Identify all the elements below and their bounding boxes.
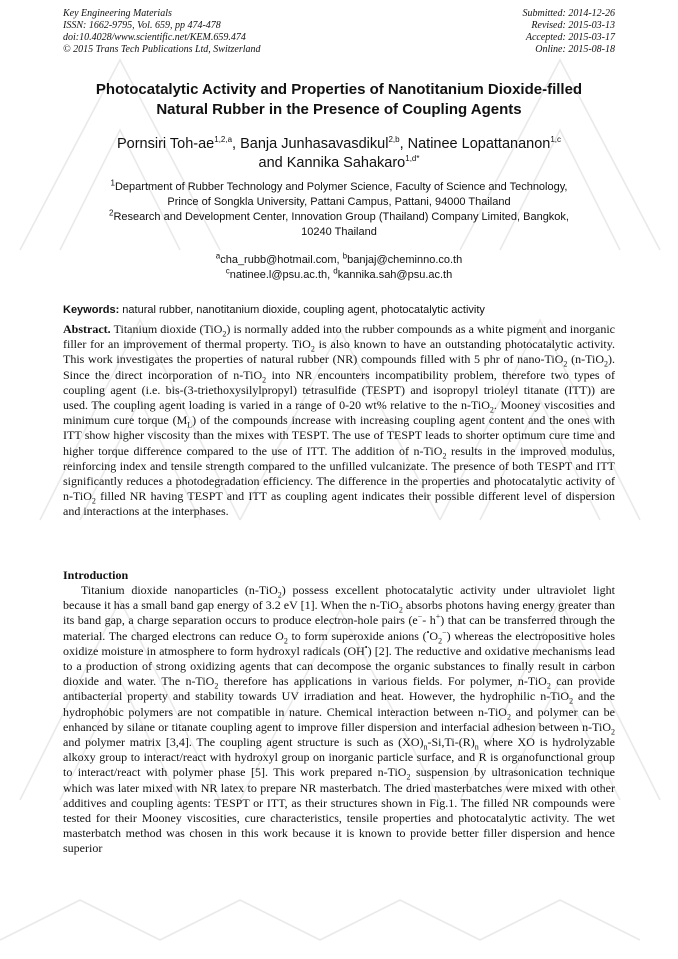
abstract [63,322,615,520]
header-left [63,8,261,56]
title-line-1: Photocatalytic Activity and Properties of Nanotitanium Dioxide-filled [95,81,583,98]
affiliation-1-line-1: $^1$Department of Rubber Technology and Polymer Science, Faculty of Science and Technology, [110,178,568,193]
author-4-marker: 1,d* [405,154,420,164]
submitted-date: Submitted: 2014-12-26 [522,8,615,19]
abstract-label: Abstract. [63,322,111,336]
keywords [63,303,615,317]
author-1-name: Pornsiri Toh-ae [116,136,215,152]
email-block [63,253,615,283]
author-line-2: and Kannika Sahakaro$^{1,d*}$ [258,154,420,171]
section-heading-introduction: Introduction [63,568,129,582]
author-list [63,135,615,173]
author-2-name: Banja Junhasavasdikul [240,136,389,152]
email-link[interactable]: banjaj@cheminno.co.th [347,254,463,266]
email-line-2: $^c$natinee.l@psu.ac.th, $^d$kannika.sah@psu.ac.th [225,266,453,281]
author-line-1: Pornsiri Toh-ae$^{1,2,a}$, Banja Junhasavasdikul$^{2,b}$, Natinee Lopattananon$^{1,c}$ [116,135,562,152]
email-link[interactable]: natinee.l@psu.ac.th, [229,269,334,281]
header-right [523,8,616,56]
copyright-line: © 2015 Trans Tech Publications Ltd, Switzerland [63,44,261,55]
introduction-body [63,583,615,857]
keywords-label: Keywords: [63,304,120,316]
author-4-name: Kannika Sahakaro [286,155,406,171]
online-date: Online: 2015-08-18 [535,44,615,55]
author-3-marker: 1,c [550,135,562,145]
accepted-date: Accepted: 2015-03-17 [525,32,615,43]
introduction-paragraph: Titanium dioxide nanoparticles (n-TiO$_2$) possess excellent photocatalytic activity under ultraviolet light because it has a small band gap energy of 3.2 eV [1]. When the n-TiO$_2$ absorbs photons having energy greater than its band gap, a charge separation occurs to produce electron-hole pairs (e−- h+) that can be transferred through the material. The charged electrons can reduce $O_2$ to form superoxide anions $(^•O_2^-)$ whereas the electropositive holes oxidize moisture in atmosphere to form hydroxyl radicals (OH•) [2]. The reductive and oxidative mechanisms lead to a production of strong oxidizing agents that can decompose the organic substances to finally result in carbon dioxide and water. The n-TiO$_2$ therefore has applications in various fields. For polymer, n-TiO$_2$ can provide antibacterial property and stability towards UV irradiation and heat. However, the hydrophilic n-TiO$_2$ and the hydrophobic polymers are not compatible in nature. Chemical interaction between n-TiO$_2$ and polymer can be enhanced by silane or titanate coupling agent to improve filler dispersion and interfacial adhesion between n-TiO$_2$ and polymer matrix [3,4]. The coupling agent structure is such as $(XO)_n-Si,Ti-(R)_n$ where XO is hydrolyzable alkoxy group to interact/react with hydroxyl group on inorganic particle surface, and R is organofunctional group to interact/react with polymer phase [5]. This work prepared n-TiO$_2$ suspension by ultrasonication technique which was later mixed with NR latex to prepare NR masterbatch. The dried masterbatches were mixed with other additives and coupling agents: TESPT or ITT, as their structures shown in Fig.1. The filled NR compounds were tested for their Mooney viscosities, cure characteristics, tensile properties and photocatalytic activity. The wet masterbatch method was chosen in this work because it is known to provide better filler dispersion and hence superior [63,583,616,856]
revised-date: Revised: 2015-03-13 [531,20,615,31]
doi-line: doi:10.4028/www.scientific.net/KEM.659.474 [63,32,246,43]
abstract-paragraph: Abstract. Titanium dioxide (TiO$_2$) is normally added into the rubber compounds as a white pigment and inorganic filler for an improvement of thermal property. TiO$_2$ is also known to have an outstanding photocatalytic activity. This work investigates the properties of natural rubber (NR) compounds filled with 5 phr of nano-TiO$_2$ (n-TiO$_2$). Since the direct incorporation of n-TiO$_2$ into NR encounters incompatibility problem, therefore two types of coupling agent (i.e. bis-(3-triethoxysilylpropyl) tetrasulfide (TESPT) and isopropyl trioleyl titanate (ITT)) are used. The coupling agent loading is varied in a range of 0-20 wt% relative to the n-TiO$_2$. Mooney viscosities and minimum cure torque $(M_L)$ of the compounds increase with increasing coupling agent content and the ones with ITT show higher viscosity than the mixes with TESPT. The use of TESPT leads to shorter optimum cure time and higher torque difference compared to the use of ITT. The addition of n-TiO$_2$ results in the improved modulus, reinforcing index and tensile strength compared to the unfilled vulcanizate. The presence of both TESPT and ITT significantly reduces a photodegradation efficiency. The difference in the properties and photocatalytic activity of n-TiO$_2$ filled NR having TESPT and ITT as coupling agent indicates their possible different level of dispersion and interactions at the interphases. [63,322,615,519]
email-line-1: $^a$cha_rubb@hotmail.com, $^b$banjaj@cheminno.co.th [215,251,463,266]
email-link[interactable]: kannika.sah@psu.ac.th [337,269,453,281]
paper-title [63,80,615,120]
title-line-2: Natural Rubber in the Presence of Coupling Agents [156,101,522,118]
issn-line: ISSN: 1662-9795, Vol. 659, pp 474-478 [63,20,221,31]
email-link[interactable]: cha_rubb@hotmail.com, [220,254,343,266]
journal-name: Key Engineering Materials [63,8,172,19]
affiliation-1-line-2: Prince of Songkla University, Pattani Campus, Pattani, 94000 Thailand [167,196,511,208]
author-3-name: Natinee Lopattananon [407,136,551,152]
author-2-marker: 2,b [388,135,400,145]
author-1-marker: 1,2,a [214,135,233,145]
keywords-text: natural rubber, nanotitanium dioxide, coupling agent, photocatalytic activity [119,304,485,316]
affiliation-2-line-2: 10240 Thailand [301,226,377,238]
affiliation-2-line-1: $^2$Research and Development Center, Innovation Group (Thailand) Company Limited, Bangkok, [109,208,569,223]
affiliations [63,180,615,240]
